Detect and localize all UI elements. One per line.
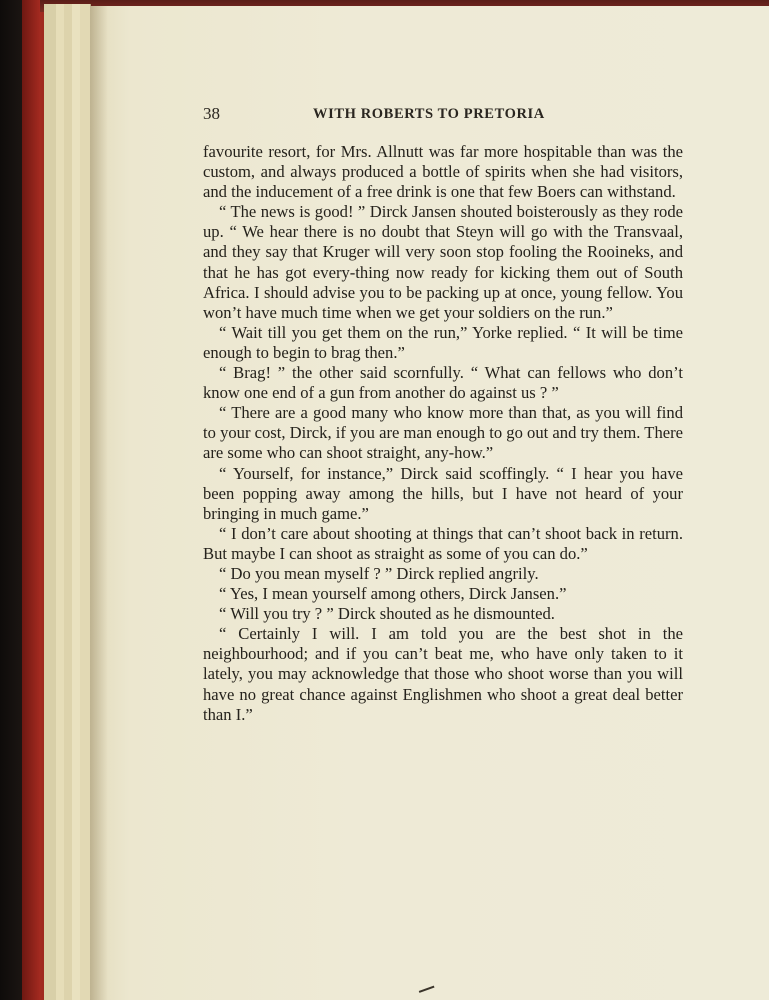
paragraph: “ Brag! ” the other said scornfully. “ What can fellows who don’t know one end of a gun from another do against us ? ” [203,363,683,403]
page-header [203,104,683,128]
paragraph: “ I don’t care about shooting at things that can’t shoot back in return. But maybe I can shoot as straight as some of you can do.” [203,523,683,563]
running-head: WITH ROBERTS TO PRETORIA [313,106,545,122]
page-body [203,142,683,725]
paragraph: “ Do you mean myself ? ” Dirck replied angrily. [219,563,539,583]
paragraph: “ Yes, I mean yourself among others, Dirck Jansen.” [219,584,567,604]
paragraph: “ Wait till you get them on the run,” Yorke replied. “ It will be time enough to begin to brag then.” [203,322,683,362]
paragraph: “ Certainly I will. I am told you are the best shot in the neighbourhood; and if you can’t beat me, who have only taken to it lately, you may acknowledge that those who shoot worse than you will have no great chance against Englishmen who shoot a great deal better than I.” [203,624,683,724]
gutter-shadow [90,6,108,1000]
page-number: 38 [203,104,220,123]
paragraph: “ Will you try ? ” Dirck shouted as he dismounted. [219,604,555,624]
paragraph: “ The news is good! ” Dirck Jansen shouted boisterously as they rode up. “ We hear there is no doubt that Steyn will go with the Transvaal, and they say that Kruger will very soon stop fooling the Rooineks, and that he has got every-thing now ready for kicking them out of South Africa. I should advise you to be packing up at once, young fellow. You won’t have much time when we get your soldiers on the run.” [203,202,683,322]
paragraph: “ Yourself, for instance,” Dirck said scoffingly. “ I hear you have been popping away among the hills, but I have not heard of your bringing in much game.” [203,463,683,523]
paragraph: favourite resort, for Mrs. Allnutt was far more hospitable than was the custom, and always produced a bottle of spirits when she had visitors, and the inducement of a free drink is one that few Boers can withstand. [203,142,683,202]
paragraph: “ There are a good many who know more than that, as you will find to your cost, Dirck, if you are man enough to go out and try them. There are some who can shoot straight, any-how.” [203,403,683,463]
